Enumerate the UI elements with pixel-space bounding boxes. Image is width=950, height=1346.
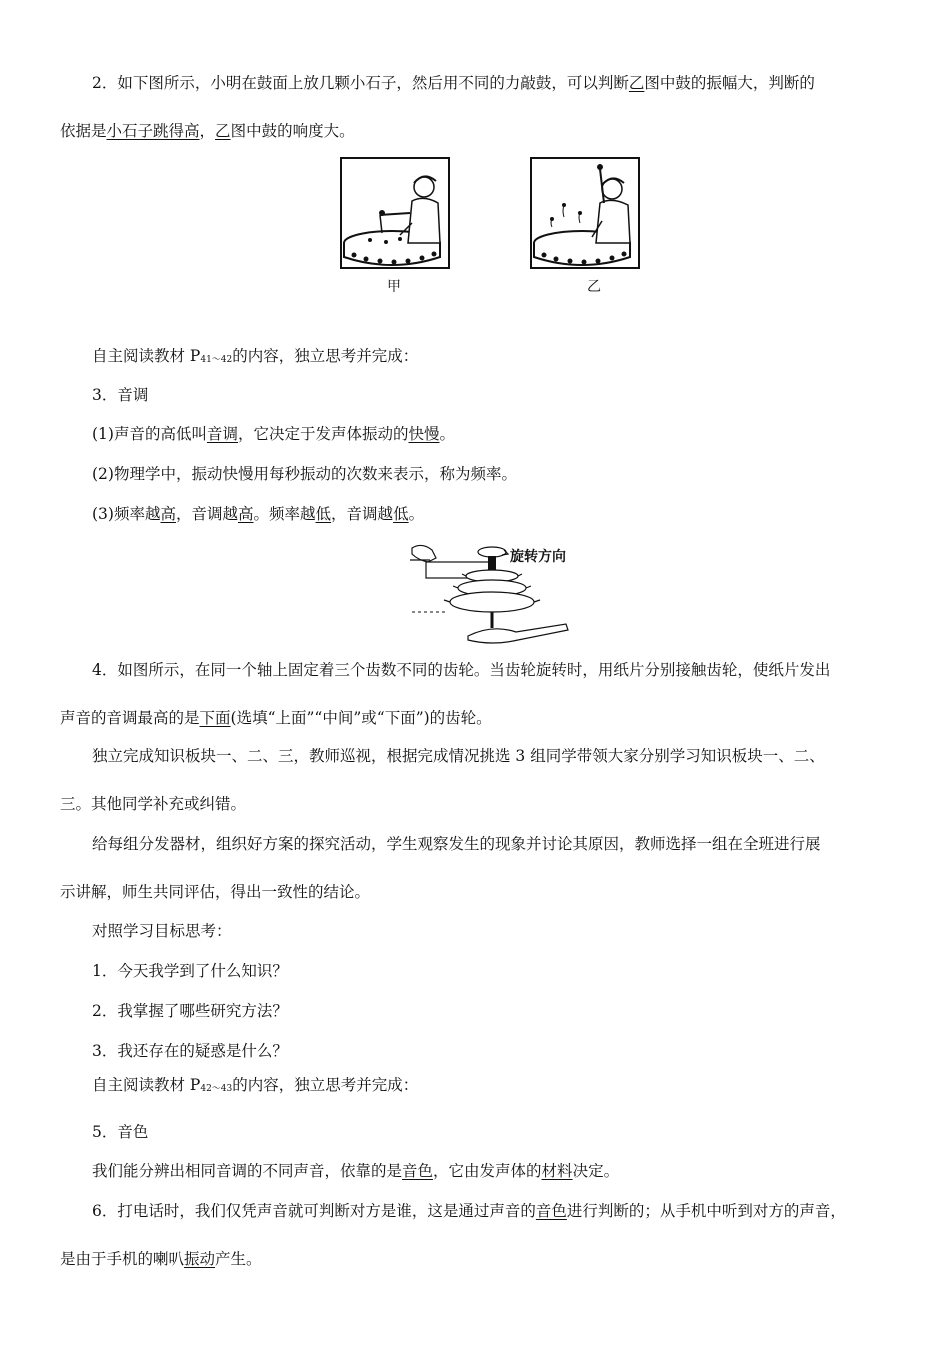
paragraph-2-line-2: 示讲解，师生共同评估，得出一致性的结论。 [60, 883, 371, 901]
q3-answer: 音调 [206, 425, 238, 443]
q4-answer: 下面 [199, 709, 231, 727]
figure-label-yi: 乙 [587, 279, 601, 295]
q3-text: 。 [439, 425, 456, 443]
q5-answer: 音色 [402, 1162, 434, 1180]
reading-text: 的内容，独立思考并完成： [232, 1076, 419, 1094]
reflection-item: 3．我还存在的疑惑是什么？ [92, 1042, 288, 1060]
page-range: 42～43 [200, 1084, 233, 1094]
q3-text: (1)声音的高低叫 [92, 425, 207, 443]
q5-text: ，它由发声体的 [433, 1162, 542, 1180]
reading-instruction-1 [92, 345, 418, 371]
q6-answer: 音色 [535, 1202, 567, 1220]
q6-answer: 振动 [184, 1250, 216, 1268]
q4-line-1: 4．如图所示，在同一个轴上固定着三个齿数不同的齿轮。当齿轮旋转时，用纸片分别接触齿轮，使纸片发出 [92, 661, 831, 679]
page-range: 41～42 [200, 355, 233, 365]
q2-answer-1: 乙 [628, 74, 645, 92]
reflection-item: 1．今天我学到了什么知识？ [92, 962, 288, 980]
q2-text: 2．如下图所示，小明在鼓面上放几颗小石子，然后用不同的力敲鼓，可以判断 [92, 74, 629, 92]
q6-line-1 [92, 1200, 846, 1222]
q5-text: 我们能分辨出相同音调的不同声音，依靠的是 [92, 1162, 403, 1180]
q2-text: 依据是 [60, 122, 107, 140]
q3-answer: 低 [315, 505, 332, 523]
q3-text: 。频率越 [253, 505, 316, 523]
drum-figure-jia [340, 157, 450, 269]
paragraph-1-line-1: 独立完成知识板块一、二、三，教师巡视，根据完成情况挑选 3 组同学带领大家分别学习知识板块一、二、 [92, 747, 825, 765]
q4-text: 声音的音调最高的是 [60, 709, 200, 727]
q2-answer-2: 小石子跳得高 [106, 122, 200, 140]
q2-text: 图中鼓的响度大。 [230, 122, 355, 140]
q6-text: 6．打电话时，我们仅凭声音就可判断对方是谁，这是通过声音的 [92, 1202, 536, 1220]
q5-statement [92, 1160, 619, 1182]
q5-title: 5．音色 [92, 1123, 149, 1141]
q3-title: 3．音调 [92, 386, 149, 404]
q4-text: (选填“上面”“中间”或“下面”)的齿轮。 [230, 709, 492, 727]
q3-answer: 高 [160, 505, 176, 523]
q3-text: (3)频率越 [92, 505, 161, 523]
q5-text: 决定。 [572, 1162, 620, 1180]
q3-text: ，音调越 [175, 505, 238, 523]
q3-text: 。 [408, 505, 425, 523]
q3-statement-1 [92, 423, 455, 445]
q6-text: 产生。 [215, 1250, 262, 1268]
q3-answer: 快慢 [408, 425, 440, 443]
q2-text: ， [199, 122, 216, 140]
q2-line-2 [60, 120, 355, 142]
reading-text: 自主阅读教材 P [92, 1076, 201, 1094]
q3-statement-2: (2)物理学中，振动快慢用每秒振动的次数来表示，称为频率。 [92, 465, 517, 483]
paragraph-2-line-1: 给每组分发器材，组织好方案的探究活动，学生观察发生的现象并讨论其原因，教师选择一组在全班进行展 [92, 835, 821, 853]
q3-text: ，它决定于发声体振动的 [237, 425, 409, 443]
reading-text: 自主阅读教材 P [92, 347, 201, 365]
q3-answer: 高 [238, 505, 254, 523]
reflection-item: 2．我掌握了哪些研究方法？ [92, 1002, 288, 1020]
drum-figure-yi [530, 157, 640, 269]
q2-text: 图中鼓的振幅大，判断的 [644, 74, 815, 92]
reading-instruction-2 [92, 1074, 418, 1100]
q3-answer: 低 [393, 505, 409, 523]
reading-text: 的内容，独立思考并完成： [232, 347, 419, 365]
paragraph-1-line-2: 三。其他同学补充或纠错。 [60, 795, 247, 813]
reflection-title: 对照学习目标思考： [92, 922, 232, 940]
q6-line-2 [60, 1248, 262, 1270]
q3-text: ，音调越 [331, 505, 394, 523]
q6-text: 进行判断的；从手机中听到对方的声音， [566, 1202, 846, 1220]
q5-answer: 材料 [541, 1162, 573, 1180]
q3-statement-3 [92, 503, 424, 525]
figure-label-jia: 甲 [387, 279, 401, 295]
q2-line-1 [92, 72, 815, 94]
rotation-direction-label: 旋转方向 [510, 549, 566, 565]
q6-text: 是由于手机的喇叭 [60, 1250, 185, 1268]
q4-line-2 [60, 707, 492, 729]
q2-answer-3: 乙 [215, 122, 231, 140]
